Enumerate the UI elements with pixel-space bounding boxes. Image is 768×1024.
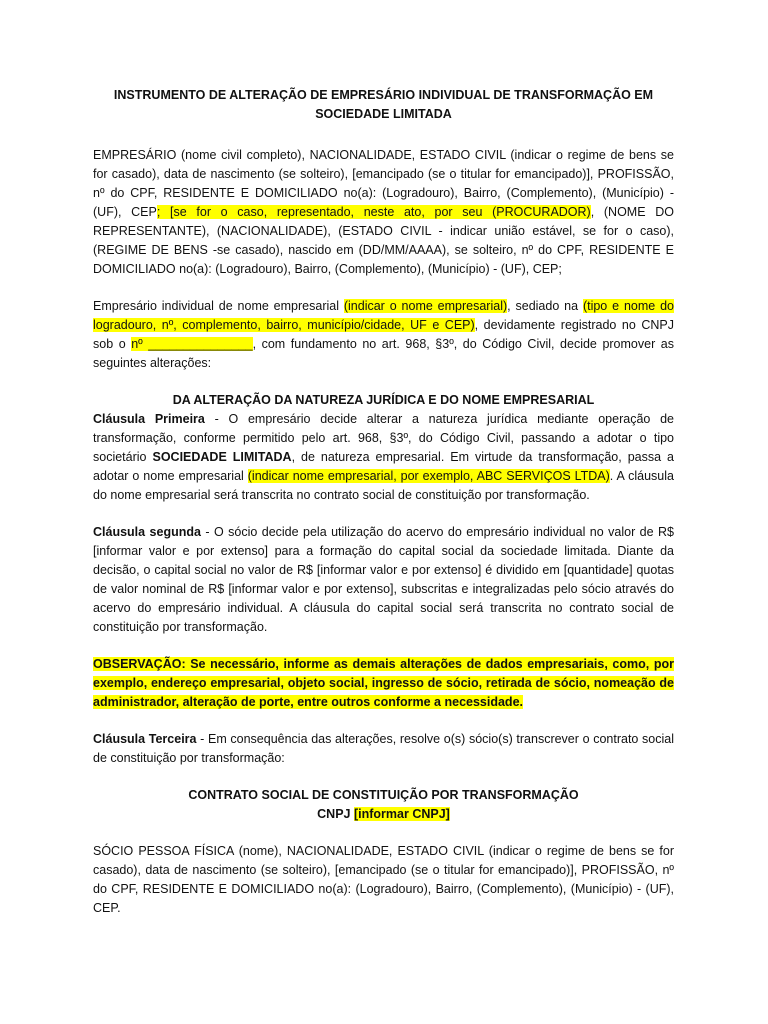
clause-second-label: Cláusula segunda	[93, 525, 201, 539]
observation-paragraph	[93, 655, 674, 712]
clause-second	[93, 523, 674, 637]
document-title	[93, 86, 674, 124]
clause-first-label: Cláusula Primeira	[93, 412, 205, 426]
title-line-1: INSTRUMENTO DE ALTERAÇÃO DE EMPRESÁRIO INDIVIDUAL DE TRANSFORMAÇÃO EM	[113, 88, 654, 102]
business-text-3: , devidamente registrado no CNPJ sob o	[93, 318, 674, 351]
contract-cnpj-highlight: [informar CNPJ]	[353, 807, 450, 821]
company-type: SOCIEDADE LIMITADA	[152, 450, 292, 464]
clause-first	[93, 410, 674, 505]
entrepreneur-text: EMPRESÁRIO (nome civil completo), NACIONALIDADE, ESTADO CIVIL (indicar o regime de bens se for casado), data de nascimento (se solteiro), [emancipado (se o titular for emancipado)], PROFISSÃO, nº do CPF, RESIDENTE E DOMICILIADO no(a): (Logradouro), Bairro, (Complemento), (Município) - (UF), CEP	[93, 148, 674, 219]
contract-heading-block	[93, 786, 674, 824]
representative-highlight: ; [se for o caso, representado, neste ato, por seu (PROCURADOR)	[156, 205, 591, 219]
address-highlight: (tipo e nome do logradouro, nº, complemento, bairro, município/cidade, UF e CEP)	[93, 299, 674, 332]
contract-cnpj-label: CNPJ	[317, 807, 354, 821]
entrepreneur-paragraph	[93, 146, 674, 279]
clause-second-text: - O sócio decide pela utilização do acervo do empresário individual no valor de R$ [informar valor e por extenso] para a formação do capital social da sociedade limitada. Diante da decisão, o capital social no valor de R$ [informar valor e por extenso] é dividido em [quantidade] quotas de valor nominal de R$ [informar valor e por extenso], subscritas e integralizadas pelo sócio através do acervo do empresário individual. A cláusula do capital social será transcrita no contrato social de constituição por transformação.	[93, 525, 674, 634]
company-name-highlight: (indicar nome empresarial, por exemplo, ABC SERVIÇOS LTDA)	[247, 469, 610, 483]
contract-heading: CONTRATO SOCIAL DE CONSTITUIÇÃO POR TRANSFORMAÇÃO	[188, 788, 579, 802]
business-name-highlight: (indicar o nome empresarial)	[343, 299, 508, 313]
clause-first-text-2: , de natureza empresarial. Em virtude da transformação, passa a adotar o nome empresarial	[93, 450, 674, 483]
observation-highlight: OBSERVAÇÃO: Se necessário, informe as demais alterações de dados empresariais, como, por exemplo, endereço empresarial, objeto social, ingresso de sócio, retirada de sócio, nomeação de administrador, alteração de porte, entre outros conforme a necessidade.	[93, 657, 674, 709]
representative-text: , (NOME DO REPRESENTANTE), (NACIONALIDADE), (ESTADO CIVIL - indicar união estável, se for o caso), (REGIME DE BENS -se casado), nascido em (DD/MM/AAAA), se solteiro, nº do CPF, RESIDENTE E DOMICILIADO no(a): (Logradouro), Bairro, (Complemento), (Município) - (UF), CEP;	[93, 205, 675, 276]
business-text-4: , com fundamento no art. 968, §3º, do Código Civil, decide promover as seguintes alterações:	[93, 337, 674, 370]
title-line-2: SOCIEDADE LIMITADA	[315, 107, 452, 121]
partner-text: SÓCIO PESSOA FÍSICA (nome), NACIONALIDADE, ESTADO CIVIL (indicar o regime de bens se for casado), data de nascimento (se solteiro), [emancipado (se o titular for emancipado)], PROFISSÃO, nº do CPF, RESIDENTE E DOMICILIADO no(a): (Logradouro), Bairro, (Complemento), (Município) - (UF), CEP.	[93, 844, 674, 915]
clause-first-text-1: - O empresário decide alterar a natureza jurídica mediante operação de transformação, conforme permitido pelo art. 968, §3º, do Código Civil, passando a adotar o tipo societário	[93, 412, 674, 464]
business-paragraph	[93, 297, 674, 373]
section-heading-nature: DA ALTERAÇÃO DA NATUREZA JURÍDICA E DO NOME EMPRESARIAL	[172, 393, 595, 407]
partner-paragraph	[93, 842, 674, 918]
cnpj-number-highlight: nº _______________	[131, 337, 253, 351]
clause-third-label: Cláusula Terceira	[93, 732, 197, 746]
clause-first-text-3: . A cláusula do nome empresarial será transcrita no contrato social de constituição por transformação.	[93, 469, 674, 502]
business-text-1: Empresário individual de nome empresarial	[93, 299, 344, 313]
clause-third-text: - Em consequência das alterações, resolve o(s) sócio(s) transcrever o contrato social de constituição por transformação:	[93, 732, 674, 765]
clause-third	[93, 730, 674, 768]
business-text-2: , sediado na	[507, 299, 583, 313]
